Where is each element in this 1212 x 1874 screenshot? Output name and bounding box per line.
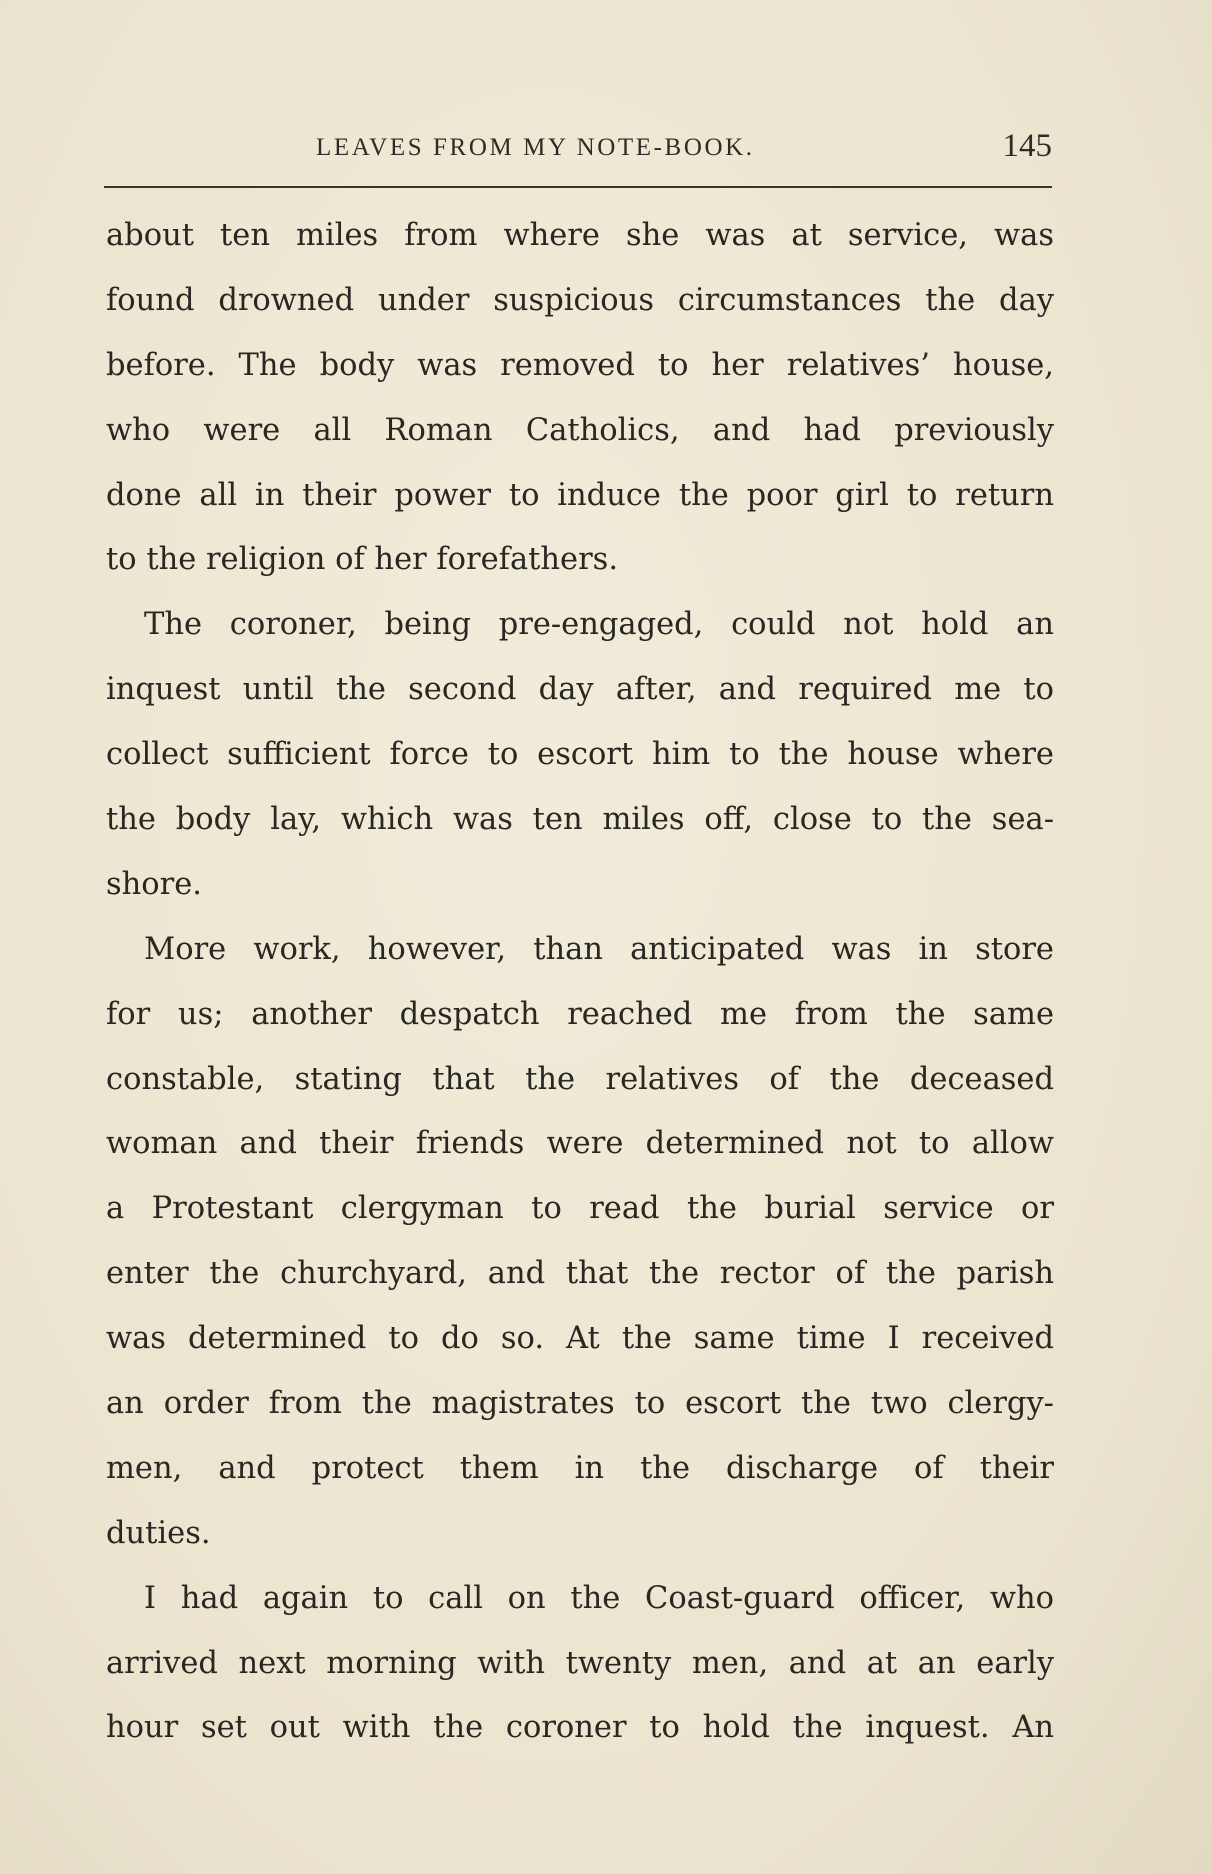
running-head [106, 122, 1052, 172]
running-title: LEAVES FROM MY NOTE-BOOK. [316, 134, 755, 161]
header-rule [104, 186, 1052, 188]
text-line: a Protestant clergyman to read the burial service or [106, 1191, 1054, 1227]
body-text [106, 204, 1054, 1761]
text-line: enter the churchyard, and that the rector of the parish [106, 1256, 1054, 1292]
text-line: More work, however, than anticipated was in store [144, 931, 1054, 967]
text-line: an order from the magistrates to escort the two clergy- [106, 1386, 1054, 1422]
text-line: I had again to call on the Coast-guard officer, who [144, 1580, 1054, 1616]
text-line: about ten miles from where she was at service, was [106, 218, 1054, 253]
text-line: collect sufficient force to escort him to the house where [106, 737, 1054, 773]
text-line: duties. [106, 1515, 211, 1551]
text-line: arrived next morning with twenty men, and at an early [106, 1645, 1054, 1681]
text-line: inquest until the second day after, and required me to [106, 672, 1054, 708]
text-line: constable, stating that the relatives of the deceased [106, 1061, 1054, 1097]
text-line: woman and their friends were determined not to allow [106, 1126, 1054, 1162]
text-line: for us; another despatch reached me from the same [106, 996, 1054, 1032]
text-line: to the religion of her forefathers. [106, 542, 619, 578]
text-line: before. The body was removed to her relatives’ house, [106, 347, 1054, 383]
page-number: 145 [1002, 128, 1052, 164]
text-line: hour set out with the coroner to hold the inquest. An [106, 1710, 1054, 1746]
text-line: shore. [106, 866, 202, 902]
text-line: found drowned under suspicious circumstances the day [106, 282, 1054, 318]
text-line: who were all Roman Catholics, and had previously [106, 412, 1054, 448]
text-line: the body lay, which was ten miles off, close to the sea- [106, 802, 1054, 838]
text-line: men, and protect them in the discharge of their [106, 1450, 1054, 1486]
text-line: was determined to do so. At the same time I received [106, 1321, 1054, 1357]
text-line: done all in their power to induce the poor girl to return [106, 477, 1054, 513]
text-line: The coroner, being pre-engaged, could not hold an [144, 607, 1054, 643]
